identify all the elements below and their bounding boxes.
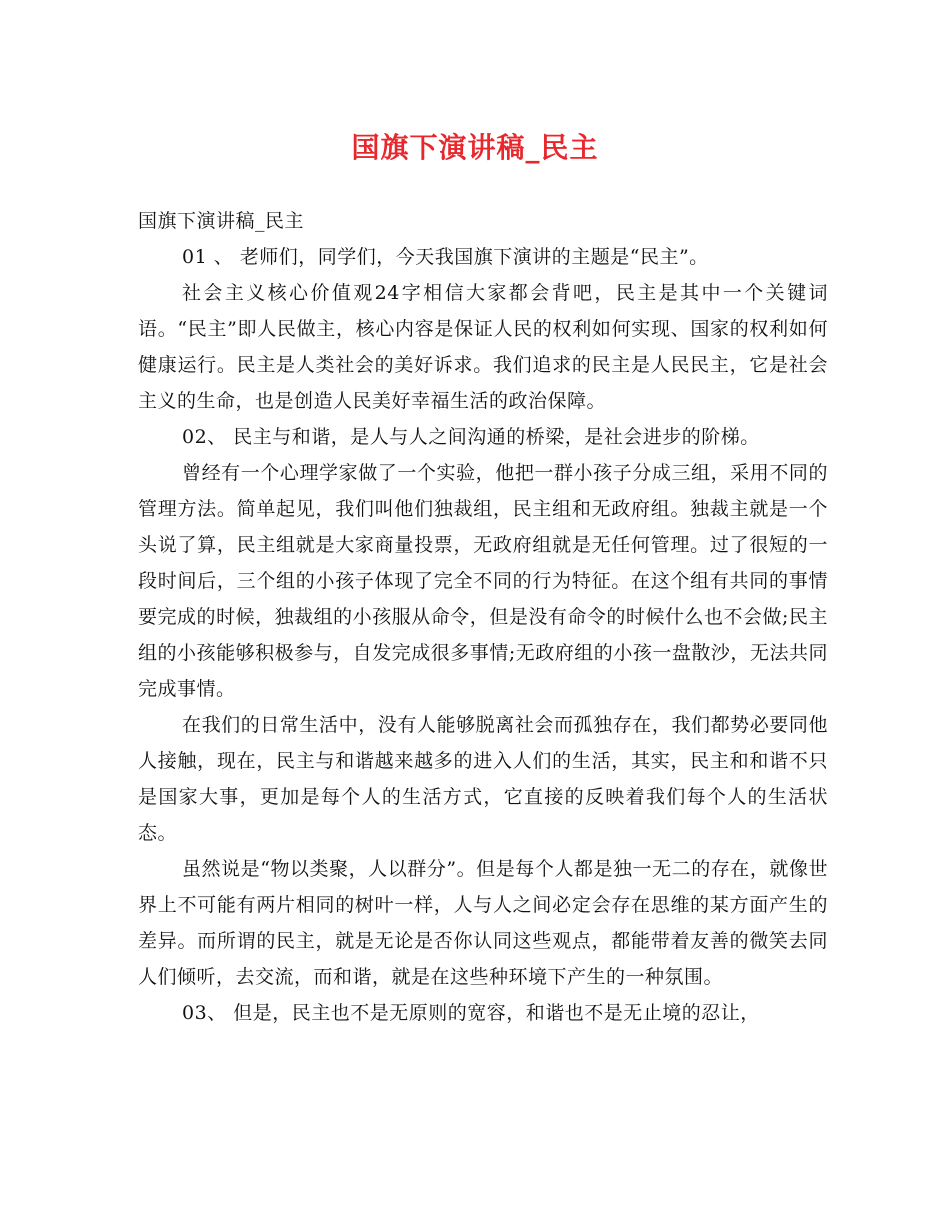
paragraph-03: 03、 但是，民主也不是无原则的宽容，和谐也不是无止境的忍让， xyxy=(182,1002,760,1024)
document-title: 国旗下演讲稿_民主 xyxy=(351,131,599,164)
paragraph-02: 02、 民主与和谐，是人与人之间沟通的桥梁，是社会进步的阶梯。 xyxy=(182,426,760,448)
paragraph-differences: 虽然说是“物以类聚，人以群分”。但是每个人都是独一无二的存在，就像世界上不可能有两片相同的树叶一样，人与人之间必定会存在思维的某方面产生的差异。而所谓的民主，就是无论是否你认同这些观点，都能带着友善的微笑去同人们倾听，去交流，而和谐，就是在这些种环境下产生的一种氛围。 xyxy=(138,858,828,988)
document-body xyxy=(138,203,828,1031)
paragraph-core-values: 社会主义核心价值观24字相信大家都会背吧，民主是其中一个关键词语。“民主”即人民做主，核心内容是保证人民的权利如何实现、国家的权利如何健康运行。民主是人类社会的美好诉求。我们追求的民主是人民民主，它是社会主义的生命，也是创造人民美好幸福生活的政治保障。 xyxy=(138,282,828,412)
paragraph-daily-life: 在我们的日常生活中，没有人能够脱离社会而孤独存在，我们都势必要同他人接触，现在，民主与和谐越来越多的进入人们的生活，其实，民主和和谐不只是国家大事，更加是每个人的生活方式，它直接的反映着我们每个人的生活状态。 xyxy=(138,714,828,844)
paragraph-01: 01 、 老师们，同学们，今天我国旗下演讲的主题是“民主”。 xyxy=(182,246,709,268)
paragraph-experiment: 曾经有一个心理学家做了一个实验，他把一群小孩子分成三组，采用不同的管理方法。简单起见，我们叫他们独裁组，民主组和无政府组。独裁主就是一个头说了算，民主组就是大家商量投票，无政府组就是无任何管理。过了很短的一段时间后，三个组的小孩子体现了完全不同的行为特征。在这个组有共同的事情要完成的时候，独裁组的小孩服从命令，但是没有命令的时候什么也不会做;民主组的小孩能够积极参与，自发完成很多事情;无政府组的小孩一盘散沙，无法共同完成事情。 xyxy=(138,462,828,700)
paragraph-subtitle: 国旗下演讲稿_民主 xyxy=(138,210,305,232)
